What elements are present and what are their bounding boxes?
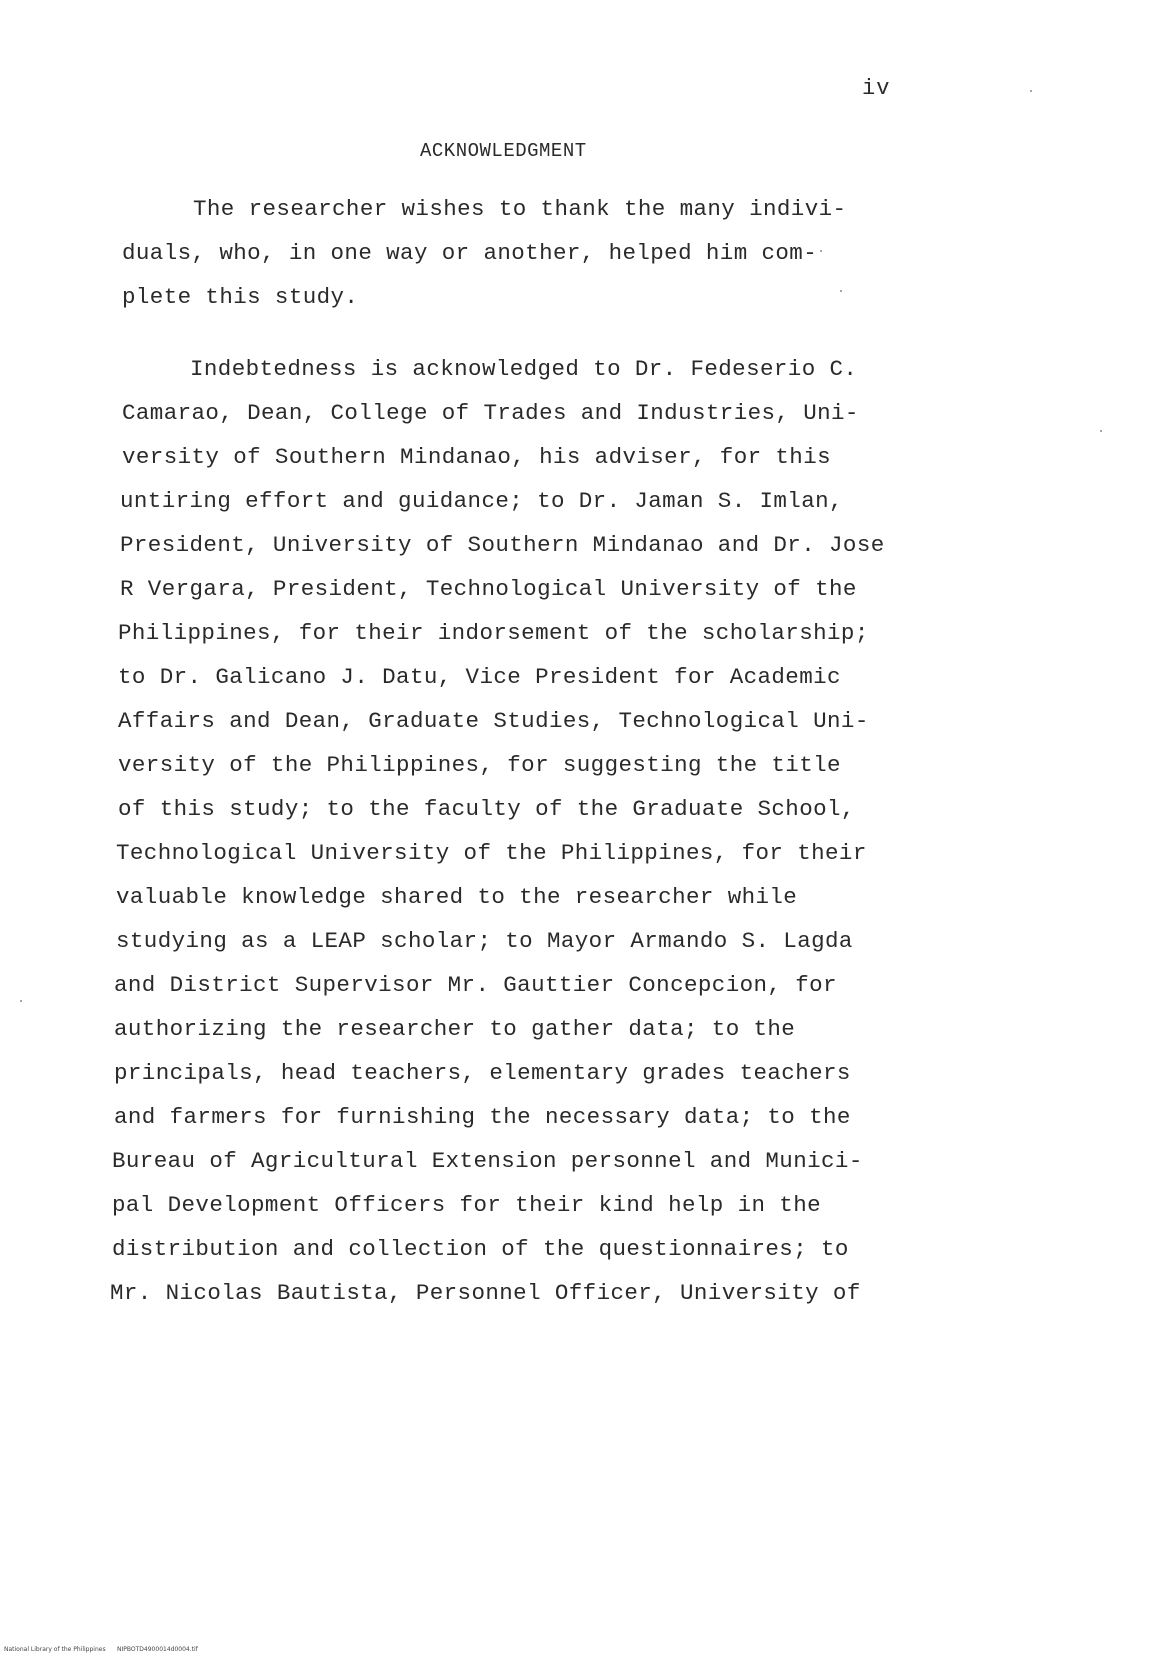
text-line: Bureau of Agricultural Extension personnel and Munici- bbox=[112, 1148, 863, 1174]
scan-speck bbox=[20, 1000, 22, 1002]
text-line: R Vergara, President, Technological University of the bbox=[120, 576, 857, 602]
text-line: authorizing the researcher to gather data; to the bbox=[114, 1016, 796, 1042]
text-line: studying as a LEAP scholar; to Mayor Armando S. Lagda bbox=[116, 928, 853, 954]
text-line: of this study; to the faculty of the Graduate School, bbox=[118, 796, 855, 822]
text-line: Affairs and Dean, Graduate Studies, Technological Uni- bbox=[118, 708, 869, 734]
scan-speck bbox=[1100, 430, 1102, 432]
scan-speck bbox=[1030, 90, 1032, 92]
text-line: valuable knowledge shared to the researcher while bbox=[116, 884, 798, 910]
scan-footer bbox=[4, 1646, 198, 1653]
text-line: Technological University of the Philippines, for their bbox=[116, 840, 867, 866]
text-line: Indebtedness is acknowledged to Dr. Fedeserio C. bbox=[190, 356, 858, 382]
text-line: The researcher wishes to thank the many indivi- bbox=[193, 196, 847, 222]
scan-speck bbox=[840, 290, 842, 292]
footer-file-id: NIPBOTD4900014d0004.tif bbox=[117, 1646, 198, 1653]
page-title: ACKNOWLEDGMENT bbox=[420, 140, 587, 162]
text-line: to Dr. Galicano J. Datu, Vice President for Academic bbox=[118, 664, 841, 690]
text-line: pal Development Officers for their kind help in the bbox=[112, 1192, 822, 1218]
text-line: distribution and collection of the questionnaires; to bbox=[112, 1236, 849, 1262]
text-line: Philippines, for their indorsement of the scholarship; bbox=[118, 620, 869, 646]
text-line: versity of Southern Mindanao, his adviser, for this bbox=[122, 444, 832, 470]
text-line: duals, who, in one way or another, helped him com- bbox=[122, 240, 818, 266]
text-line: President, University of Southern Mindanao and Dr. Jose bbox=[120, 532, 885, 558]
text-line: Camarao, Dean, College of Trades and Industries, Uni- bbox=[122, 400, 859, 426]
text-line: Mr. Nicolas Bautista, Personnel Officer, University of bbox=[110, 1280, 861, 1306]
footer-library: National Library of the Philippines bbox=[4, 1646, 106, 1653]
text-line: and farmers for furnishing the necessary data; to the bbox=[114, 1104, 851, 1130]
text-line: principals, head teachers, elementary grades teachers bbox=[114, 1060, 851, 1086]
page-number: iv bbox=[862, 76, 891, 101]
text-line: untiring effort and guidance; to Dr. Jaman S. Imlan, bbox=[120, 488, 843, 514]
text-line: and District Supervisor Mr. Gauttier Concepcion, for bbox=[114, 972, 837, 998]
scan-speck bbox=[820, 250, 822, 252]
text-line: versity of the Philippines, for suggesting the title bbox=[118, 752, 841, 778]
text-line: plete this study. bbox=[122, 284, 359, 310]
